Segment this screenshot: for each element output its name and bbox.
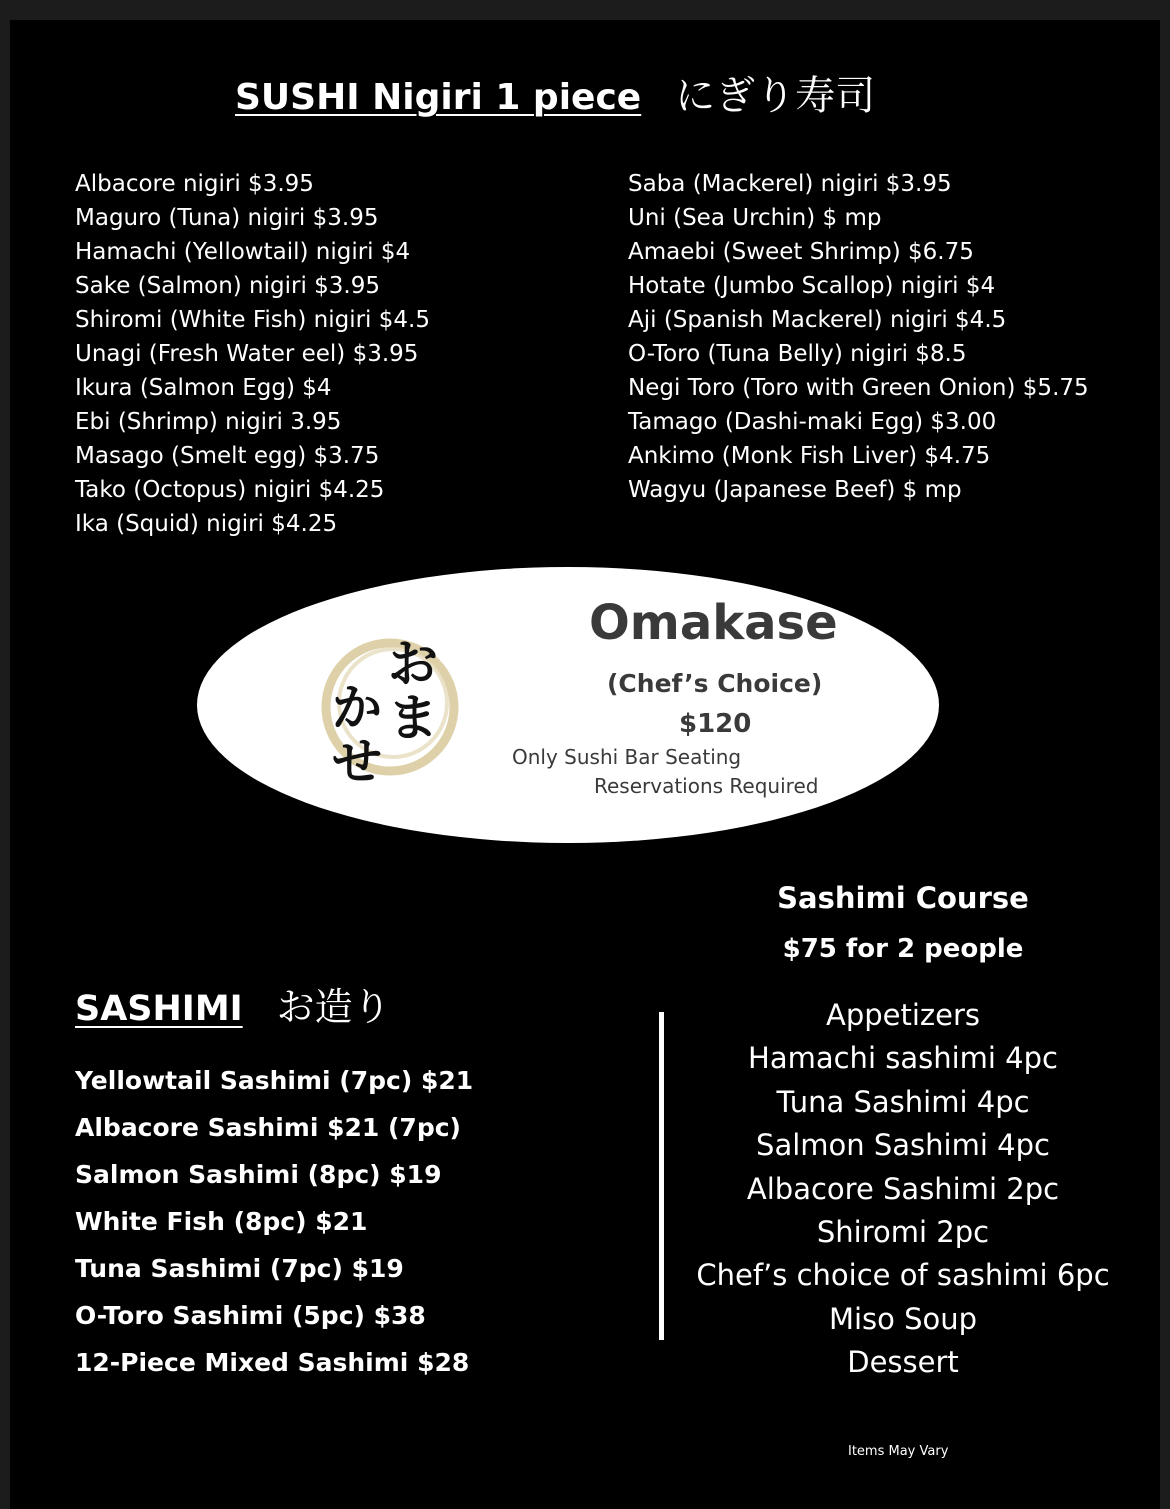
omakase-note: Only Sushi Bar Seating [512,745,742,769]
list-item: Hotate (Jumbo Scallop) nigiri $4 [628,273,996,299]
list-item: Salmon Sashimi (8pc) $19 [75,1160,442,1189]
sashimi-title-jp: お造り [276,985,391,1029]
list-item: Appetizers [825,998,981,1032]
list-item: Shiromi 2pc [816,1215,990,1250]
list-item: Amaebi (Sweet Shrimp) $6.75 [628,239,974,265]
list-item: Maguro (Tuna) nigiri $3.95 [75,205,379,231]
list-item: Tuna Sashimi 4pc [776,1084,1030,1119]
list-item: Sake (Salmon) nigiri $3.95 [75,273,381,299]
list-item: Wagyu (Japanese Beef) $ mp [628,477,962,503]
omakase-logo-icon [315,619,465,791]
omakase-title: Omakase [589,595,838,651]
list-item: Miso Soup [828,1301,978,1336]
list-item: Tako (Octopus) nigiri $4.25 [75,477,385,503]
list-item: Dessert [847,1345,959,1380]
list-item: Ika (Squid) nigiri $4.25 [75,511,338,537]
list-item: Tamago (Dashi-maki Egg) $3.00 [628,409,997,435]
list-item: Tuna Sashimi (7pc) $19 [75,1254,404,1283]
list-item: Uni (Sea Urchin) $ mp [628,205,882,231]
nigiri-list-right [628,167,1089,507]
list-item: Shiromi (White Fish) nigiri $4.5 [75,307,430,333]
column-divider [659,1012,664,1340]
sashimi-list [75,1057,473,1386]
course-title: Sashimi Course [777,881,1029,915]
sashimi-course [665,872,1141,1385]
nigiri-list-left [75,167,430,541]
list-item: Albacore Sashimi $21 (7pc) [75,1113,461,1142]
list-item: Masago (Smelt egg) $3.75 [75,443,380,469]
list-item: Salmon Sashimi 4pc [756,1128,1050,1163]
list-item: Yellowtail Sashimi (7pc) $21 [75,1066,474,1095]
list-item: O-Toro Sashimi (5pc) $38 [75,1301,426,1330]
omakase-logo-char: せ [332,732,382,791]
sashimi-title-en: SASHIMI [75,989,243,1029]
list-item: Hamachi sashimi 4pc [748,1041,1058,1076]
omakase-subtitle: (Chef’s Choice) [607,669,823,698]
list-item: Albacore Sashimi 2pc [746,1171,1060,1206]
omakase-price: $120 [679,709,752,739]
menu-page [10,20,1160,1509]
omakase-logo-char: か [332,678,382,737]
nigiri-title-en: SUSHI Nigiri 1 piece [235,77,642,118]
list-item: O-Toro (Tuna Belly) nigiri $8.5 [628,341,967,367]
list-item: 12-Piece Mixed Sashimi $28 [75,1348,470,1377]
footer-note: Items May Vary [848,1444,949,1459]
omakase-note: Reservations Required [594,774,819,798]
list-item: Chef’s choice of sashimi 6pc [696,1258,1110,1293]
omakase-logo-char: ま [388,688,438,747]
list-item: Aji (Spanish Mackerel) nigiri $4.5 [628,307,1007,333]
nigiri-title [235,64,875,121]
course-items [665,994,1141,1385]
omakase-ellipse [197,567,939,843]
course-price: $75 for 2 people [782,934,1024,964]
list-item: Albacore nigiri $3.95 [75,171,314,197]
list-item: Negi Toro (Toro with Green Onion) $5.75 [628,375,1089,401]
sashimi-title [75,976,391,1031]
list-item: Ikura (Salmon Egg) $4 [75,375,332,401]
nigiri-title-jp: にぎり寿司 [675,73,876,119]
list-item: Saba (Mackerel) nigiri $3.95 [628,171,952,197]
list-item: Hamachi (Yellowtail) nigiri $4 [75,239,411,265]
list-item: White Fish (8pc) $21 [75,1207,368,1236]
omakase-logo-char: お [388,634,438,693]
list-item: Ebi (Shrimp) nigiri 3.95 [75,409,342,435]
list-item: Unagi (Fresh Water eel) $3.95 [75,341,419,367]
list-item: Ankimo (Monk Fish Liver) $4.75 [628,443,991,469]
